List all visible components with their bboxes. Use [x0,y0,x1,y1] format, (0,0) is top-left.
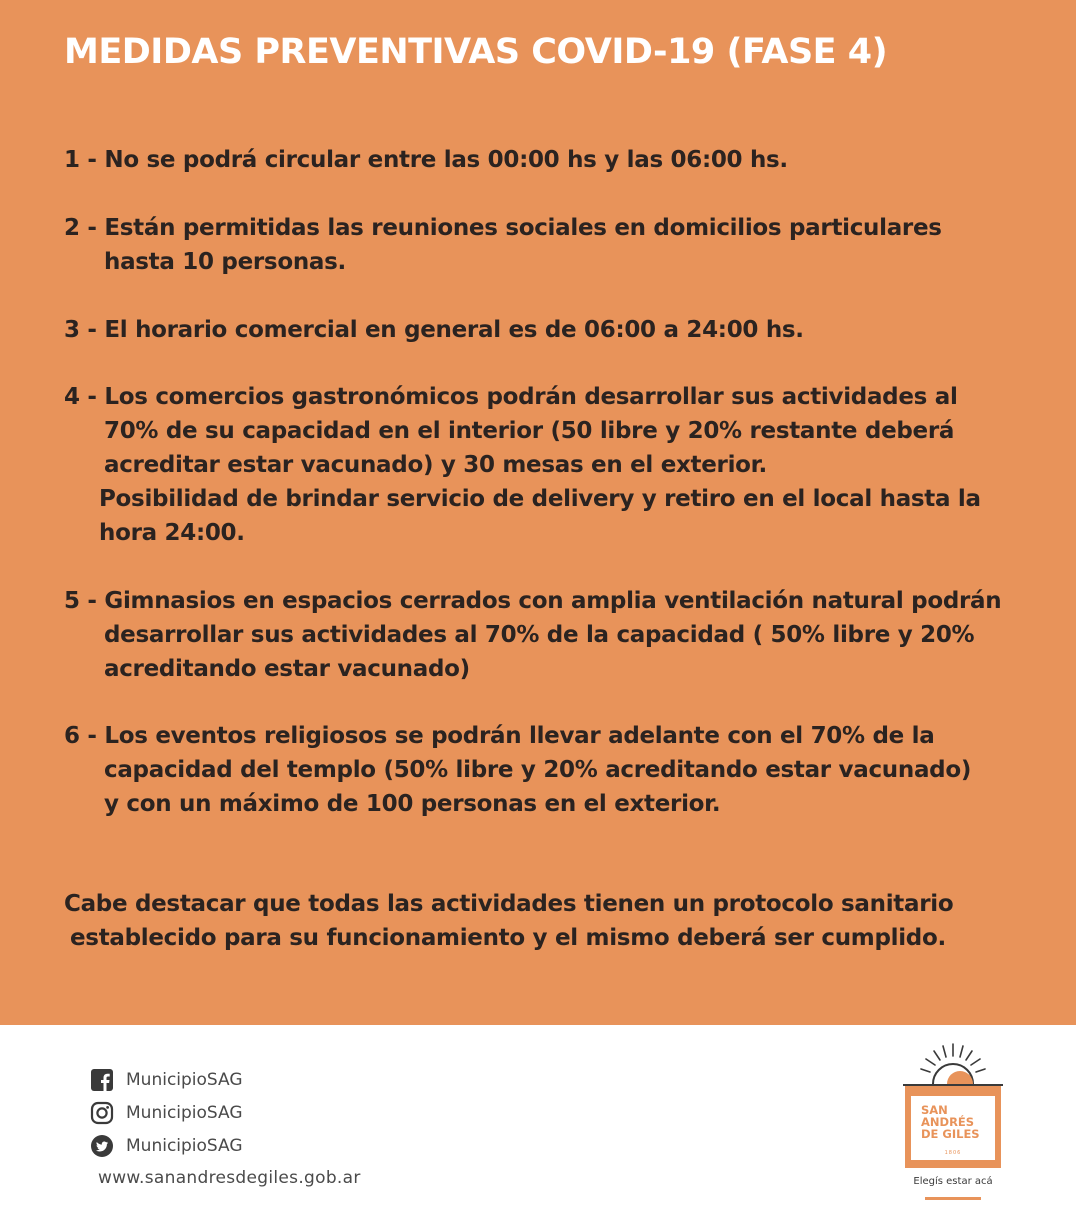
social-facebook[interactable] [90,1068,243,1092]
measure-item-6 [64,719,971,821]
measure-line: Posibilidad de brindar servicio de delivery y retiro en el local hasta la [99,486,981,512]
facebook-handle: MunicipioSAG [126,1070,243,1090]
measure-line: acreditando estar vacunado) [104,656,470,682]
logo-inner [911,1096,995,1160]
logo-line: SAN [921,1103,948,1117]
logo-underline [925,1197,981,1200]
note-line: establecido para su funcionamiento y el mismo deberá ser cumplido. [70,925,946,951]
twitter-icon [90,1134,114,1158]
measure-line: 3 - El horario comercial en general es de 06:00 a 24:00 hs. [64,317,804,343]
note-line: Cabe destacar que todas las actividades tienen un protocolo sanitario [64,891,954,917]
logo-line: DE GILES [921,1127,980,1141]
instagram-handle: MunicipioSAG [126,1103,243,1123]
measure-line: 5 - Gimnasios en espacios cerrados con amplia ventilación natural podrán [64,588,1002,614]
twitter-handle: MunicipioSAG [126,1136,243,1156]
social-instagram[interactable] [90,1101,243,1125]
measure-line: 2 - Están permitidas las reuniones sociales en domicilios particulares [64,215,942,241]
logo-tagline: Elegís estar acá [913,1176,993,1187]
social-twitter[interactable] [90,1134,243,1158]
sun-icon [895,1040,1011,1086]
measure-line: 1 - No se podrá circular entre las 00:00 hs y las 06:00 hs. [64,147,788,173]
measure-item-3 [64,313,804,347]
measure-line: y con un máximo de 100 personas en el exterior. [104,791,721,817]
measure-item-5 [64,584,1001,686]
measure-line: 6 - Los eventos religiosos se podrán llevar adelante con el 70% de la [64,723,935,749]
measure-item-1 [64,143,788,177]
logo-year: 1806 [944,1150,962,1156]
website-link[interactable]: www.sanandresdegiles.gob.ar [98,1168,361,1188]
measure-line: hora 24:00. [99,520,245,546]
measure-line: hasta 10 personas. [104,249,346,275]
facebook-icon [90,1068,114,1092]
measure-item-4 [64,380,981,550]
instagram-icon [90,1101,114,1125]
measure-line: 4 - Los comercios gastronómicos podrán desarrollar sus actividades al [64,384,958,410]
logo-wordmark [921,1104,980,1140]
measure-item-2 [64,211,942,279]
logo-frame [905,1086,1001,1168]
measure-line: 70% de su capacidad en el interior (50 libre y 20% restante deberá [104,418,955,444]
page-title: MEDIDAS PREVENTIVAS COVID-19 (FASE 4) [64,32,888,72]
protocol-note [64,887,953,955]
measure-line: acreditar estar vacunado) y 30 mesas en el exterior. [104,452,767,478]
measure-line: capacidad del templo (50% libre y 20% acreditando estar vacunado) [104,757,972,783]
logo-line: ANDRÉS [921,1115,975,1129]
municipality-logo [895,1040,1011,1200]
measure-line: desarrollar sus actividades al 70% de la capacidad ( 50% libre y 20% [104,622,975,648]
